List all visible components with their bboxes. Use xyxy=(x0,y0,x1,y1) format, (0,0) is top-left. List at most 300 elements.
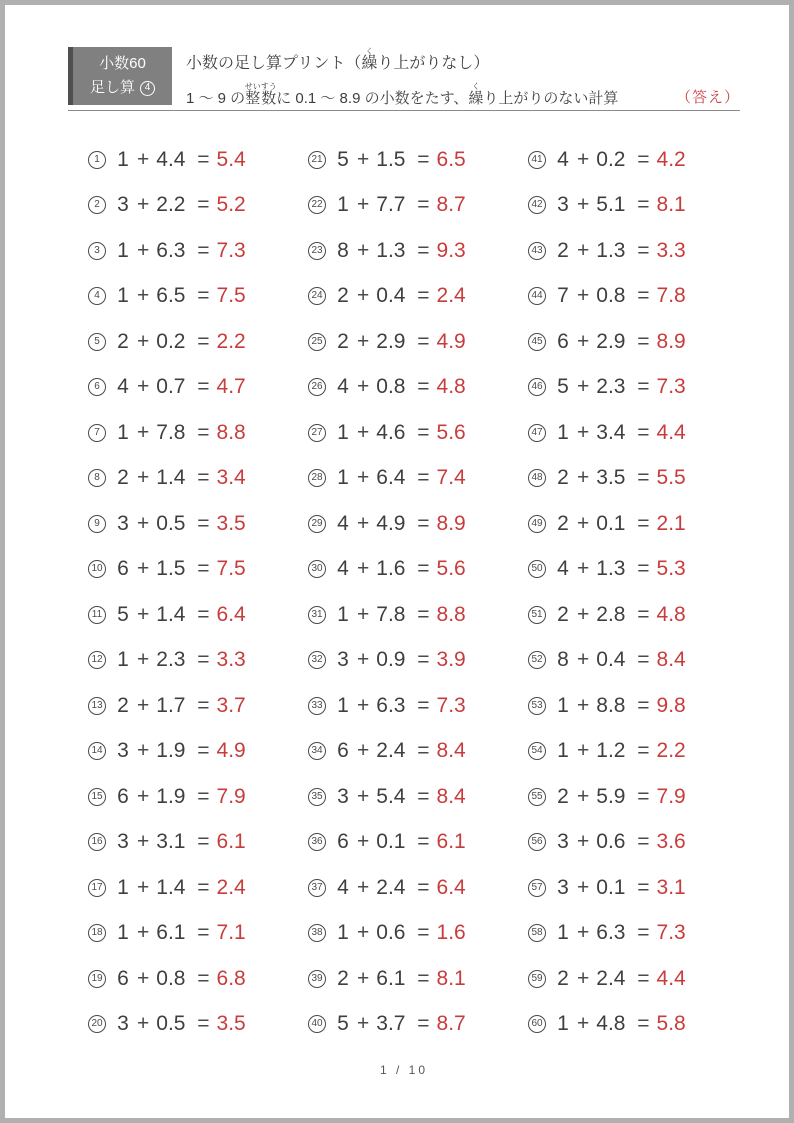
problem-number-badge: 35 xyxy=(308,788,326,806)
problem-row xyxy=(88,921,308,945)
equals-sign: = xyxy=(417,147,430,171)
problem-operand-integer: 2 xyxy=(557,511,569,535)
problems-grid xyxy=(88,137,740,1047)
problem-operand-integer: 2 xyxy=(117,466,129,490)
plus-sign: + xyxy=(137,193,150,217)
problem-answer: 8.1 xyxy=(656,193,686,217)
equals-sign: = xyxy=(637,1012,650,1036)
problem-operand-integer: 2 xyxy=(557,238,569,262)
equals-sign: = xyxy=(417,375,430,399)
plus-sign: + xyxy=(577,511,590,535)
problem-number-badge: 13 xyxy=(88,697,106,715)
problem-number-badge: 17 xyxy=(88,879,106,897)
problem-answer: 8.4 xyxy=(436,784,466,808)
problem-answer: 5.2 xyxy=(216,193,246,217)
problem-row xyxy=(88,512,308,536)
plus-sign: + xyxy=(577,921,590,945)
problem-operand-integer: 3 xyxy=(117,511,129,535)
problem-answer: 7.1 xyxy=(216,921,246,945)
problem-row xyxy=(308,148,528,172)
problem-operand-integer: 5 xyxy=(557,375,569,399)
problem-operand-decimal: 2.9 xyxy=(376,329,406,353)
problem-number-badge: 27 xyxy=(308,424,326,442)
problem-number-badge: 60 xyxy=(528,1015,546,1033)
plus-sign: + xyxy=(137,1012,150,1036)
plus-sign: + xyxy=(577,147,590,171)
plus-sign: + xyxy=(137,466,150,490)
plus-sign: + xyxy=(577,875,590,899)
problem-operand-integer: 2 xyxy=(557,466,569,490)
equals-sign: = xyxy=(197,1012,210,1036)
equals-sign: = xyxy=(637,739,650,763)
equals-sign: = xyxy=(197,602,210,626)
plus-sign: + xyxy=(357,284,370,308)
plus-sign: + xyxy=(357,147,370,171)
problem-answer: 3.6 xyxy=(656,830,686,854)
plus-sign: + xyxy=(137,557,150,581)
problem-operand-decimal: 6.1 xyxy=(156,921,186,945)
problem-row xyxy=(528,967,748,991)
problem-operand-integer: 4 xyxy=(337,375,349,399)
problem-answer: 7.4 xyxy=(436,466,466,490)
problem-number-badge: 3 xyxy=(88,242,106,260)
problem-answer: 8.4 xyxy=(436,739,466,763)
problem-row xyxy=(88,1012,308,1036)
equals-sign: = xyxy=(637,511,650,535)
problem-row xyxy=(528,375,748,399)
equals-sign: = xyxy=(417,238,430,262)
plus-sign: + xyxy=(357,557,370,581)
badge-line1: 小数60 xyxy=(99,55,146,72)
equals-sign: = xyxy=(637,284,650,308)
plus-sign: + xyxy=(577,557,590,581)
problem-operand-decimal: 0.1 xyxy=(596,511,626,535)
problem-number-badge: 8 xyxy=(88,469,106,487)
problem-answer: 8.7 xyxy=(436,193,466,217)
equals-sign: = xyxy=(417,784,430,808)
problem-row xyxy=(308,1012,528,1036)
problem-number-badge: 32 xyxy=(308,651,326,669)
problem-row xyxy=(88,421,308,445)
problem-answer: 2.2 xyxy=(216,329,246,353)
problem-operand-integer: 5 xyxy=(337,147,349,171)
problem-operand-decimal: 1.4 xyxy=(156,875,186,899)
problem-row xyxy=(308,239,528,263)
plus-sign: + xyxy=(577,648,590,672)
equals-sign: = xyxy=(417,1012,430,1036)
problem-answer: 3.1 xyxy=(656,875,686,899)
problem-operand-decimal: 0.6 xyxy=(376,921,406,945)
problem-operand-integer: 1 xyxy=(337,693,349,717)
problem-row xyxy=(528,466,748,490)
plus-sign: + xyxy=(137,284,150,308)
equals-sign: = xyxy=(197,420,210,444)
plus-sign: + xyxy=(577,602,590,626)
plus-sign: + xyxy=(357,511,370,535)
problem-answer: 3.3 xyxy=(216,648,246,672)
problem-number-badge: 34 xyxy=(308,742,326,760)
problem-operand-integer: 3 xyxy=(117,830,129,854)
plus-sign: + xyxy=(137,420,150,444)
problem-operand-integer: 1 xyxy=(557,693,569,717)
equals-sign: = xyxy=(417,557,430,581)
plus-sign: + xyxy=(577,375,590,399)
problem-operand-integer: 6 xyxy=(117,966,129,990)
problem-row xyxy=(528,694,748,718)
problem-row xyxy=(88,466,308,490)
plus-sign: + xyxy=(137,375,150,399)
problem-number-badge: 24 xyxy=(308,287,326,305)
plus-sign: + xyxy=(577,830,590,854)
problem-answer: 5.8 xyxy=(656,1012,686,1036)
problem-row xyxy=(528,193,748,217)
plus-sign: + xyxy=(357,1012,370,1036)
problem-row xyxy=(528,421,748,445)
problem-operand-decimal: 2.3 xyxy=(156,648,186,672)
problem-answer: 7.3 xyxy=(216,238,246,262)
problem-operand-decimal: 3.7 xyxy=(376,1012,406,1036)
problem-row xyxy=(88,148,308,172)
equals-sign: = xyxy=(197,193,210,217)
problem-operand-decimal: 0.8 xyxy=(156,966,186,990)
problem-operand-integer: 3 xyxy=(557,193,569,217)
equals-sign: = xyxy=(637,238,650,262)
problem-answer: 3.4 xyxy=(216,466,246,490)
problem-number-badge: 49 xyxy=(528,515,546,533)
problem-operand-decimal: 1.3 xyxy=(596,238,626,262)
problem-number-badge: 18 xyxy=(88,924,106,942)
problem-number-badge: 2 xyxy=(88,196,106,214)
problem-operand-decimal: 6.1 xyxy=(376,966,406,990)
plus-sign: + xyxy=(577,739,590,763)
plus-sign: + xyxy=(137,511,150,535)
problem-number-badge: 33 xyxy=(308,697,326,715)
problem-operand-decimal: 1.9 xyxy=(156,739,186,763)
problem-number-badge: 52 xyxy=(528,651,546,669)
problem-answer: 7.5 xyxy=(216,557,246,581)
problem-answer: 3.7 xyxy=(216,693,246,717)
problem-number-badge: 19 xyxy=(88,970,106,988)
problem-answer: 7.9 xyxy=(656,784,686,808)
problem-operand-decimal: 2.8 xyxy=(596,602,626,626)
plus-sign: + xyxy=(357,420,370,444)
page-footer xyxy=(68,1063,740,1077)
problem-number-badge: 21 xyxy=(308,151,326,169)
problem-operand-integer: 1 xyxy=(557,921,569,945)
worksheet-badge xyxy=(68,47,172,105)
problem-operand-integer: 2 xyxy=(117,329,129,353)
problem-operand-integer: 6 xyxy=(117,784,129,808)
problem-row xyxy=(308,512,528,536)
problem-operand-decimal: 1.3 xyxy=(596,557,626,581)
problem-operand-decimal: 6.3 xyxy=(596,921,626,945)
plus-sign: + xyxy=(357,693,370,717)
problem-operand-decimal: 0.1 xyxy=(596,875,626,899)
problem-answer: 5.6 xyxy=(436,557,466,581)
problem-answer: 7.8 xyxy=(656,284,686,308)
page-number: 1 / 10 xyxy=(379,1063,429,1078)
plus-sign: + xyxy=(137,784,150,808)
plus-sign: + xyxy=(357,193,370,217)
problem-operand-integer: 6 xyxy=(557,329,569,353)
problem-number-badge: 54 xyxy=(528,742,546,760)
plus-sign: + xyxy=(577,238,590,262)
problem-operand-integer: 2 xyxy=(117,693,129,717)
problem-operand-integer: 4 xyxy=(557,147,569,171)
problem-number-badge: 50 xyxy=(528,560,546,578)
problem-row xyxy=(88,330,308,354)
equals-sign: = xyxy=(197,693,210,717)
problem-answer: 6.8 xyxy=(216,966,246,990)
equals-sign: = xyxy=(197,147,210,171)
problem-row xyxy=(528,284,748,308)
plus-sign: + xyxy=(577,784,590,808)
problem-operand-integer: 1 xyxy=(337,420,349,444)
plus-sign: + xyxy=(137,875,150,899)
problem-operand-integer: 3 xyxy=(117,739,129,763)
problem-operand-integer: 3 xyxy=(117,193,129,217)
problem-row xyxy=(528,512,748,536)
equals-sign: = xyxy=(637,147,650,171)
problem-number-badge: 47 xyxy=(528,424,546,442)
problem-operand-integer: 1 xyxy=(117,648,129,672)
problem-operand-integer: 1 xyxy=(337,466,349,490)
problem-number-badge: 9 xyxy=(88,515,106,533)
problem-operand-decimal: 2.9 xyxy=(596,329,626,353)
equals-sign: = xyxy=(197,238,210,262)
problem-answer: 4.2 xyxy=(656,147,686,171)
plus-sign: + xyxy=(137,830,150,854)
problem-operand-decimal: 5.9 xyxy=(596,784,626,808)
problem-answer: 4.9 xyxy=(436,329,466,353)
problem-row xyxy=(88,375,308,399)
problem-number-badge: 22 xyxy=(308,196,326,214)
problem-operand-decimal: 2.4 xyxy=(596,966,626,990)
problem-operand-integer: 1 xyxy=(557,1012,569,1036)
problem-operand-decimal: 1.4 xyxy=(156,602,186,626)
problem-operand-decimal: 0.6 xyxy=(596,830,626,854)
problem-number-badge: 6 xyxy=(88,378,106,396)
problem-answer: 5.3 xyxy=(656,557,686,581)
problem-row xyxy=(88,557,308,581)
problem-answer: 2.4 xyxy=(216,875,246,899)
problem-number-badge: 46 xyxy=(528,378,546,396)
problem-answer: 7.9 xyxy=(216,784,246,808)
equals-sign: = xyxy=(197,784,210,808)
problem-operand-integer: 6 xyxy=(337,739,349,763)
problem-number-badge: 26 xyxy=(308,378,326,396)
problem-row xyxy=(88,785,308,809)
equals-sign: = xyxy=(197,284,210,308)
problem-answer: 6.1 xyxy=(436,830,466,854)
problem-operand-decimal: 3.1 xyxy=(156,830,186,854)
problem-row xyxy=(528,739,748,763)
problem-answer: 4.8 xyxy=(436,375,466,399)
problem-operand-decimal: 1.2 xyxy=(596,739,626,763)
problem-operand-integer: 4 xyxy=(557,557,569,581)
problem-operand-decimal: 8.8 xyxy=(596,693,626,717)
plus-sign: + xyxy=(137,966,150,990)
problem-operand-decimal: 2.4 xyxy=(376,875,406,899)
equals-sign: = xyxy=(197,375,210,399)
problem-operand-integer: 2 xyxy=(337,284,349,308)
problem-operand-decimal: 1.3 xyxy=(376,238,406,262)
problem-number-badge: 48 xyxy=(528,469,546,487)
equals-sign: = xyxy=(637,648,650,672)
problem-operand-decimal: 0.2 xyxy=(596,147,626,171)
problem-answer: 8.8 xyxy=(436,602,466,626)
problem-operand-integer: 2 xyxy=(557,784,569,808)
problem-row xyxy=(308,694,528,718)
problem-answer: 1.6 xyxy=(436,921,466,945)
equals-sign: = xyxy=(637,693,650,717)
problem-operand-decimal: 3.5 xyxy=(596,466,626,490)
equals-sign: = xyxy=(197,329,210,353)
problem-operand-decimal: 6.5 xyxy=(156,284,186,308)
problem-number-badge: 30 xyxy=(308,560,326,578)
problem-operand-integer: 1 xyxy=(117,875,129,899)
problem-operand-decimal: 0.9 xyxy=(376,648,406,672)
problem-operand-decimal: 7.8 xyxy=(376,602,406,626)
problem-row xyxy=(528,557,748,581)
problem-operand-integer: 4 xyxy=(117,375,129,399)
worksheet-titles xyxy=(186,47,740,107)
plus-sign: + xyxy=(137,693,150,717)
problem-answer: 5.4 xyxy=(216,147,246,171)
problem-operand-integer: 1 xyxy=(117,147,129,171)
problem-answer: 3.5 xyxy=(216,511,246,535)
problem-operand-decimal: 2.2 xyxy=(156,193,186,217)
problem-number-badge: 16 xyxy=(88,833,106,851)
plus-sign: + xyxy=(357,966,370,990)
equals-sign: = xyxy=(197,466,210,490)
problem-row xyxy=(308,830,528,854)
equals-sign: = xyxy=(197,921,210,945)
plus-sign: + xyxy=(137,329,150,353)
badge-line2-label: 足し算 xyxy=(89,79,135,96)
problem-row xyxy=(308,603,528,627)
equals-sign: = xyxy=(637,329,650,353)
problem-operand-integer: 2 xyxy=(337,329,349,353)
equals-sign: = xyxy=(637,466,650,490)
problem-operand-decimal: 0.2 xyxy=(156,329,186,353)
equals-sign: = xyxy=(197,648,210,672)
plus-sign: + xyxy=(577,329,590,353)
problem-row xyxy=(88,284,308,308)
equals-sign: = xyxy=(637,784,650,808)
equals-sign: = xyxy=(417,830,430,854)
problem-operand-integer: 8 xyxy=(337,238,349,262)
problem-answer: 3.3 xyxy=(656,238,686,262)
equals-sign: = xyxy=(637,830,650,854)
problem-number-badge: 55 xyxy=(528,788,546,806)
plus-sign: + xyxy=(357,784,370,808)
problem-answer: 2.1 xyxy=(656,511,686,535)
problem-answer: 8.9 xyxy=(656,329,686,353)
problem-row xyxy=(88,876,308,900)
problem-number-badge: 1 xyxy=(88,151,106,169)
problem-row xyxy=(308,876,528,900)
problem-operand-integer: 4 xyxy=(337,875,349,899)
problem-number-badge: 53 xyxy=(528,697,546,715)
problem-answer: 2.4 xyxy=(436,284,466,308)
problem-operand-integer: 2 xyxy=(557,602,569,626)
problem-answer: 4.4 xyxy=(656,966,686,990)
plus-sign: + xyxy=(137,147,150,171)
problem-answer: 7.3 xyxy=(436,693,466,717)
equals-sign: = xyxy=(417,921,430,945)
equals-sign: = xyxy=(417,511,430,535)
problem-number-badge: 43 xyxy=(528,242,546,260)
problem-operand-decimal: 3.4 xyxy=(596,420,626,444)
equals-sign: = xyxy=(417,420,430,444)
plus-sign: + xyxy=(577,466,590,490)
problem-number-badge: 5 xyxy=(88,333,106,351)
equals-sign: = xyxy=(197,966,210,990)
problem-operand-decimal: 2.4 xyxy=(376,739,406,763)
problem-answer: 8.4 xyxy=(656,648,686,672)
equals-sign: = xyxy=(637,420,650,444)
problem-answer: 7.3 xyxy=(656,375,686,399)
problem-operand-decimal: 1.5 xyxy=(376,147,406,171)
problem-number-badge: 10 xyxy=(88,560,106,578)
problem-answer: 5.5 xyxy=(656,466,686,490)
problem-operand-integer: 4 xyxy=(337,557,349,581)
plus-sign: + xyxy=(357,466,370,490)
problem-operand-decimal: 4.4 xyxy=(156,147,186,171)
problem-number-badge: 39 xyxy=(308,970,326,988)
equals-sign: = xyxy=(637,875,650,899)
problem-operand-integer: 1 xyxy=(117,238,129,262)
problem-row xyxy=(88,648,308,672)
problem-answer: 8.9 xyxy=(436,511,466,535)
problem-operand-decimal: 7.7 xyxy=(376,193,406,217)
problem-operand-integer: 6 xyxy=(117,557,129,581)
problem-operand-integer: 7 xyxy=(557,284,569,308)
problem-operand-decimal: 1.9 xyxy=(156,784,186,808)
problem-operand-decimal: 4.8 xyxy=(596,1012,626,1036)
problem-number-badge: 4 xyxy=(88,287,106,305)
problem-number-badge: 42 xyxy=(528,196,546,214)
problem-answer: 3.5 xyxy=(216,1012,246,1036)
problem-row xyxy=(88,694,308,718)
plus-sign: + xyxy=(137,921,150,945)
problem-operand-integer: 5 xyxy=(337,1012,349,1036)
badge-sheet-number: 4 xyxy=(140,81,155,96)
problem-row xyxy=(308,785,528,809)
problem-number-badge: 36 xyxy=(308,833,326,851)
plus-sign: + xyxy=(357,329,370,353)
problem-operand-integer: 3 xyxy=(337,648,349,672)
problem-row xyxy=(528,876,748,900)
plus-sign: + xyxy=(357,739,370,763)
problem-operand-integer: 1 xyxy=(337,602,349,626)
plus-sign: + xyxy=(577,1012,590,1036)
subtitle-row xyxy=(186,82,740,108)
problem-row xyxy=(308,375,528,399)
equals-sign: = xyxy=(417,329,430,353)
problem-row xyxy=(528,921,748,945)
problem-answer: 6.1 xyxy=(216,830,246,854)
equals-sign: = xyxy=(197,875,210,899)
plus-sign: + xyxy=(137,648,150,672)
problem-number-badge: 23 xyxy=(308,242,326,260)
problem-number-badge: 31 xyxy=(308,606,326,624)
plus-sign: + xyxy=(577,193,590,217)
problem-answer: 9.3 xyxy=(436,238,466,262)
badge-line2 xyxy=(90,76,155,100)
plus-sign: + xyxy=(357,921,370,945)
